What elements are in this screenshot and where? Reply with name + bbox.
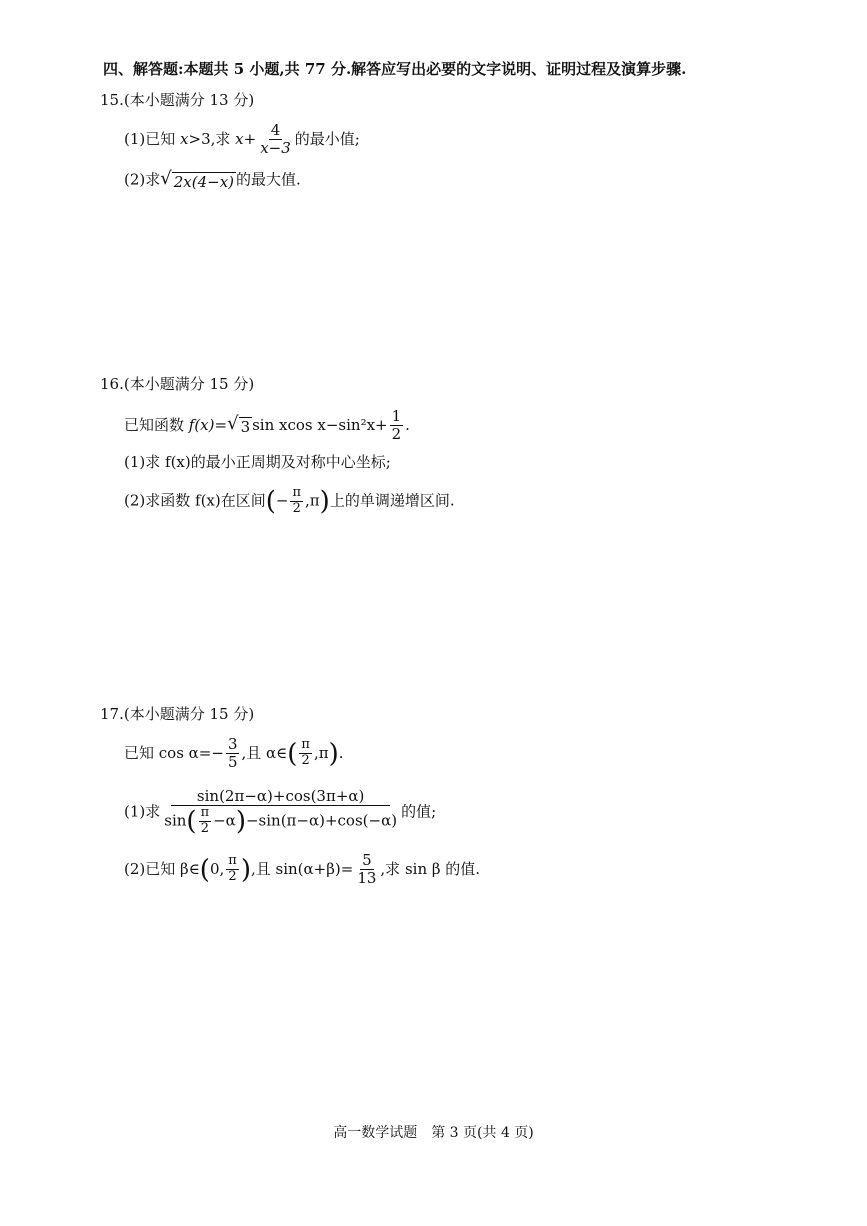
q15-part2: (2)求 √ 2x(4−x) 的最大值. <box>124 168 301 191</box>
q17-part1: (1)求 sin(2π−α)+cos(3π+α) sin( $\frac{\pi}{2}$ −α)−sin(π−α)+cos(−α) 的值; <box>124 787 437 837</box>
q15-sqrt: √ 2x(4−x) <box>160 168 235 191</box>
q15-title: 15.(本小题满分 13 分) <box>100 91 255 109</box>
q16-sqrt: √ 3 <box>227 413 251 437</box>
page-footer: 高一数学试题 第 3 页(共 4 页) <box>333 1125 534 1141</box>
q16-part1: (1)求 f(x)的最小正周期及对称中心坐标; <box>124 453 391 471</box>
q17-stem: 已知 cos α=− $\frac{3}{5}$ ,且 α∈( $\frac{\pi}{2}$ ,π). <box>124 735 344 772</box>
section-heading: 四、解答题:本题共 5 小题,共 77 分.解答应写出必要的文字说明、证明过程及演算步骤. <box>103 60 687 78</box>
q15-part1: (1)已知 x>3,求 x+ $\frac{4}{x-3}$ 的最小值; <box>124 121 360 158</box>
q17-part2: (2)已知 β∈(0, $\frac{\pi}{2}$ ),且 sin(α+β)= $\frac{5}{13}$ ,求 sin β 的值. <box>124 851 481 888</box>
q17-title: 17.(本小题满分 15 分) <box>100 705 255 723</box>
q16-stem: 已知函数 f(x)= √ 3 sin xcos x−sin²x+ $\frac{1}{2}$ . <box>124 407 410 444</box>
q16-part2: (2)求函数 f(x)在区间(− $\frac{\pi}{2}$ ,π)上的单调递增区间. <box>124 485 455 517</box>
q17-big-fraction: sin(2π−α)+cos(3π+α) sin( $\frac{\pi}{2}$ −α)−sin(π−α)+cos(−α) <box>164 787 398 837</box>
q16-title: 16.(本小题满分 15 分) <box>100 375 255 393</box>
q16-fraction: $\frac{1}{2}$ <box>391 407 402 444</box>
q15-fraction: $\frac{4}{x-3}$ <box>260 121 291 158</box>
